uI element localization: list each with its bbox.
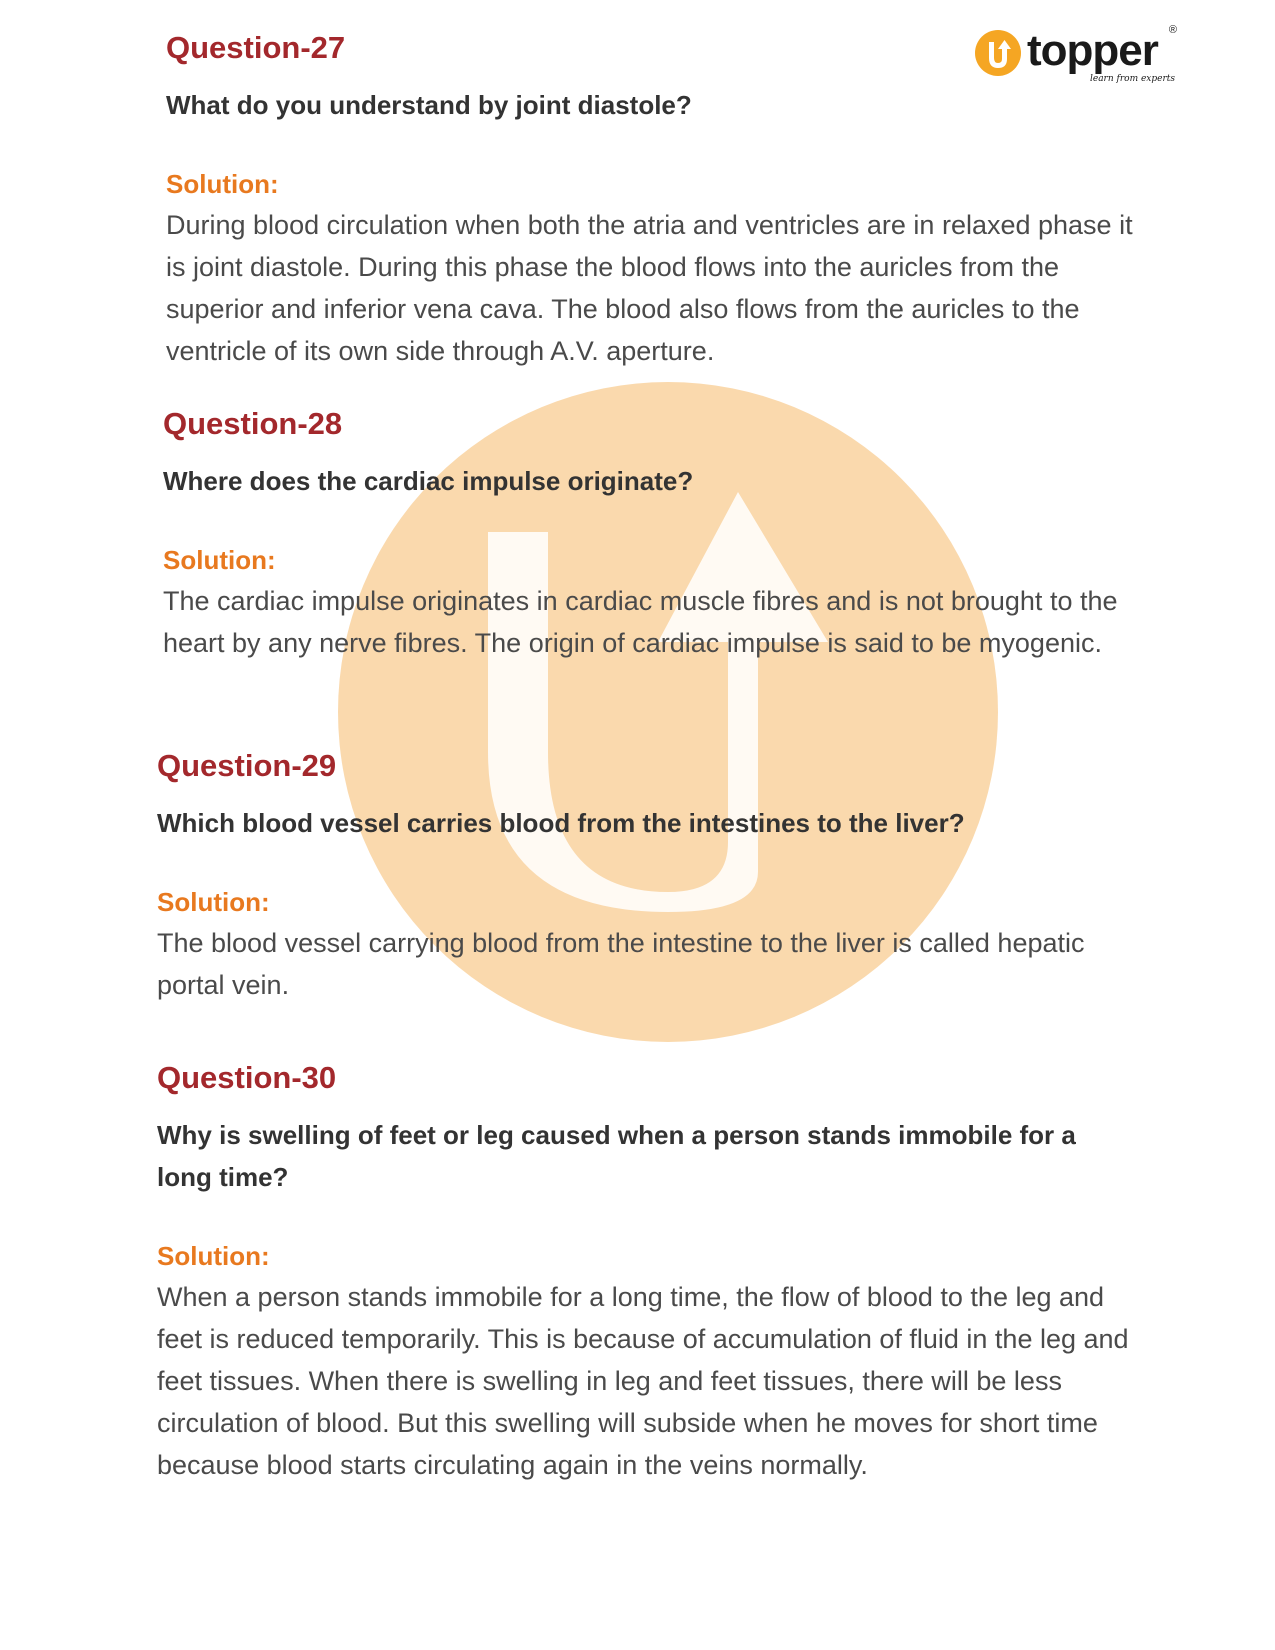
brand-tagline: learn from experts <box>1089 74 1175 84</box>
solution-text: During blood circulation when both the atria and ventricles are in relaxed phase it is joint diastole. During this phase the blood flows into the auricles from the superior and inferior vena cava. The blood also flows from the auricles to the ventricle of its own side through A.V. aperture. <box>166 210 1133 366</box>
question-title: Question-30 <box>157 1060 337 1095</box>
question-title: Question-29 <box>157 748 337 783</box>
question-title: Question-27 <box>166 30 346 65</box>
solution-label: Solution: <box>163 545 276 575</box>
qa-block-30 <box>157 1058 1137 1486</box>
solution-label: Solution: <box>157 887 270 917</box>
solution-text: When a person stands immobile for a long time, the flow of blood to the leg and feet is reduced temporarily. This is because of accumulation of fluid in the leg and feet tissues. When there is swelling in leg and feet tissues, there will be less circulation of blood. But this swelling will subside when he moves for short time because blood starts circulating again in the veins normally. <box>157 1282 1129 1480</box>
solution-text: The blood vessel carrying blood from the intestine to the liver is called hepatic portal vein. <box>157 928 1085 1000</box>
solution-text: The cardiac impulse originates in cardiac muscle fibres and is not brought to the heart by any nerve fibres. The origin of cardiac impulse is said to be myogenic. <box>163 586 1118 658</box>
topper-logo-icon <box>975 30 1021 76</box>
question-title: Question-28 <box>163 406 343 441</box>
question-text: What do you understand by joint diastole? <box>166 90 692 120</box>
qa-block-28 <box>163 404 1143 664</box>
question-text: Why is swelling of feet or leg caused when a person stands immobile for a long time? <box>157 1120 1076 1192</box>
registered-mark: ® <box>1168 24 1177 36</box>
topper-logo <box>975 26 1175 86</box>
solution-label: Solution: <box>157 1241 270 1271</box>
solution-label: Solution: <box>166 169 279 199</box>
question-text: Which blood vessel carries blood from the intestines to the liver? <box>157 808 965 838</box>
question-text: Where does the cardiac impulse originate? <box>163 466 694 496</box>
qa-block-29 <box>157 746 1137 1006</box>
brand-name: topper <box>1027 26 1158 75</box>
